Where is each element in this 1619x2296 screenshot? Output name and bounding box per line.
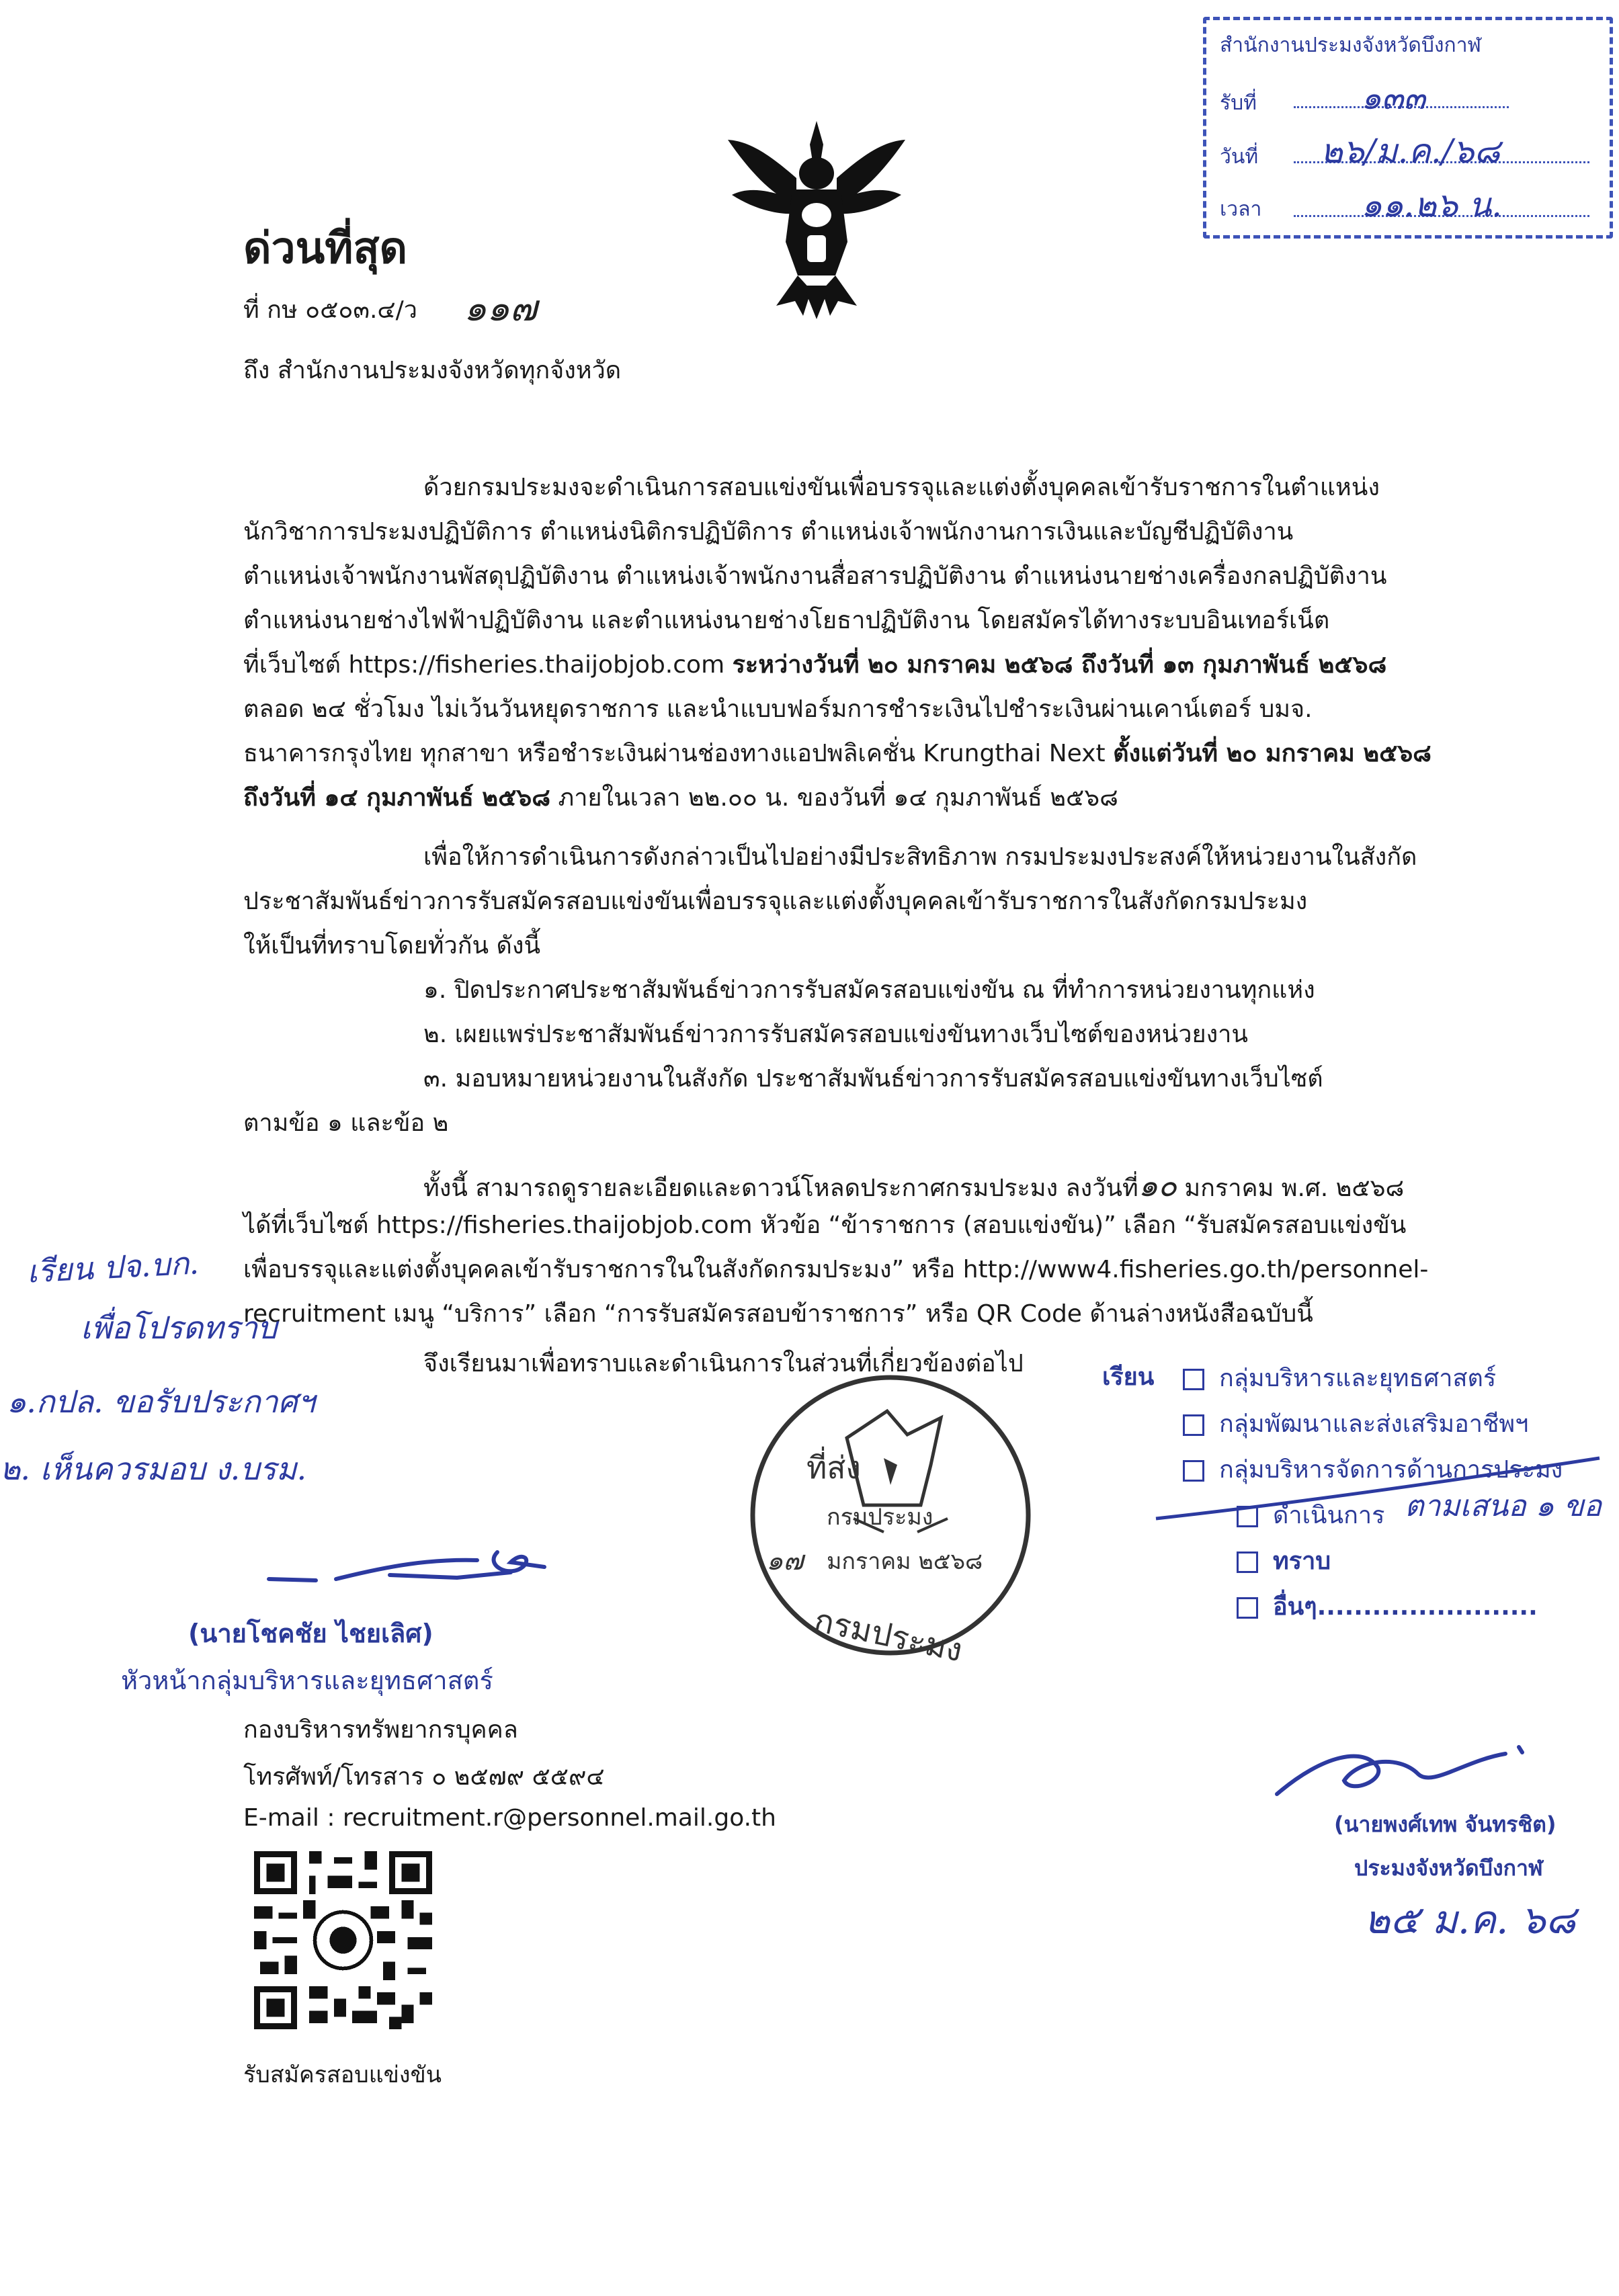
division: กองบริหารทรัพยากรบุคคล [243,1716,518,1744]
body-line: ให้เป็นที่ทราบโดยทั่วกัน ดังนี้ [243,932,541,960]
doc-number-hand: ๑๑๗ [464,287,538,329]
body-line: ตำแหน่งนายช่างไฟฟ้าปฏิบัติงาน และตำแหน่งนายช่างโยธาปฏิบัติงาน โดยสมัครได้ทางระบบอินเทอร์เน็ต [243,607,1330,634]
receipt-no-label: รับที่ [1220,91,1257,115]
receipt-date-label: วันที่ [1220,145,1259,169]
payment-period: ตั้งแต่วันที่ ๒๐ มกราคม ๒๕๖๘ [1113,740,1431,767]
receipt-time-value: ๑๑.๒๖ น. [1361,185,1503,224]
body-line [243,734,1431,772]
body-text: ทั้งนี้ สามารถดูรายละเอียดและดาวน์โหลดประกาศกรมประมง ลงวันที่ [423,1175,1138,1202]
checkbox-icon [1183,1369,1204,1390]
body-text: ที่เว็บไซต์ https://fisheries.thaijobjob.com [243,651,733,679]
receipt-date-value: ๒๖/ม.ค./๖๘ [1321,132,1500,171]
handwritten-note-line: เพื่อโปรดทราบ [81,1310,278,1346]
signature-scribble-icon [1263,1734,1546,1814]
phone: โทรศัพท์/โทรสาร ๐ ๒๕๗๙ ๕๕๙๔ [243,1763,605,1791]
addressee: ถึง สำนักงานประมงจังหวัดทุกจังหวัด [243,357,622,384]
body-line [423,1161,1404,1210]
list-item: ๒. เผยแพร่ประชาสัมพันธ์ข่าวการรับสมัครสอบแข่งขันทางเว็บไซต์ของหน่วยงาน [423,1021,1248,1048]
routing-option: ดำเนินการ [1237,1496,1384,1534]
seal-date: มกราคม ๒๕๖๘ [827,1548,983,1575]
body-line: ด้วยกรมประมงจะดำเนินการสอบแข่งขันเพื่อบรรจุและแต่งตั้งบุคคลเข้ารับราชการในตำแหน่ง [423,474,1380,501]
signer-position: หัวหน้ากลุ่มบริหารและยุทธศาสตร์ [121,1666,493,1695]
routing-option: ทราบ [1237,1541,1331,1580]
routing-label: เรียน [1102,1363,1155,1391]
list-item: ๑. ปิดประกาศประชาสัมพันธ์ข่าวการรับสมัครสอบแข่งขัน ณ ที่ทำการหน่วยงานทุกแห่ง [423,976,1315,1004]
signer-name: (นายโชคชัย ไชยเลิศ) [188,1619,433,1648]
checkbox-icon [1237,1597,1258,1619]
checkbox-icon [1237,1551,1258,1573]
doc-number: ที่ กษ ๐๕๐๓.๔/ว [243,296,417,324]
handwritten-note-line: ๑.กปล. ขอรับประกาศฯ [7,1384,315,1420]
seal-top-text: ที่ส่ง [806,1449,861,1486]
routing-hand-note: ตามเสนอ ๑ ขอ [1405,1489,1602,1523]
list-item: ๓. มอบหมายหน่วยงานในสังกัด ประชาสัมพันธ์ข่าวการรับสมัครสอบแข่งขันทางเว็บไซต์ [423,1065,1323,1093]
garuda-emblem-icon [722,114,911,323]
receipt-stamp [1203,17,1613,239]
handwritten-note-line: ๒. เห็นควรมอบ ง.บรม. [0,1451,307,1487]
body-line [243,645,1386,683]
body-line: เพื่อให้การดำเนินการดังกล่าวเป็นไปอย่างมีประสิทธิภาพ กรมประมงประสงค์ให้หน่วยงานในสังกัด [423,843,1417,871]
urgency-label: ด่วนที่สุด [243,224,408,273]
right-signer-date: ๒๕ ม.ค. ๖๘ [1364,1897,1576,1943]
receipt-time-label: เวลา [1220,198,1262,221]
hand-date: ๑๐ [1138,1167,1177,1203]
email: E-mail : recruitment.r@personnel.mail.go.th [243,1804,776,1832]
seal-dept: กรมประมง [827,1504,933,1531]
closing-line: จึงเรียนมาเพื่อทราบและดำเนินการในส่วนที่เกี่ยวข้องต่อไป [423,1350,1024,1377]
seal-day: ๑๗ [766,1545,804,1576]
right-signer-name: (นายพงศ์เทพ จันทรชิต) [1334,1812,1556,1837]
check-mark-icon [1143,1445,1613,1532]
receipt-office: สำนักงานประมงจังหวัดบึงกาฬ [1220,34,1482,57]
seal-bottom-text: กรมประมง [811,1601,966,1670]
body-text: ภายในเวลา ๒๒.๐๐ น. ของวันที่ ๑๔ กุมภาพันธ์ ๒๕๖๘ [550,784,1118,812]
body-text: มกราคม พ.ศ. ๒๕๖๘ [1176,1175,1405,1202]
body-line: ได้ที่เว็บไซต์ https://fisheries.thaijobjob.com หัวข้อ “ข้าราชการ (สอบแข่งขัน)” เลือก “รับสมัครสอบแข่งขัน [243,1211,1407,1239]
body-line [243,778,1118,816]
payment-end: ถึงวันที่ ๑๔ กุมภาพันธ์ ๒๕๖๘ [243,784,551,812]
checkbox-icon [1183,1414,1204,1436]
body-line: นักวิชาการประมงปฏิบัติการ ตำแหน่งนิติกรปฏิบัติการ ตำแหน่งเจ้าพนักงานการเงินและบัญชีปฏิบัติงาน [243,518,1294,546]
body-text: ธนาคารกรุงไทย ทุกสาขา หรือชำระเงินผ่านช่องทางแอปพลิเคชั่น Krungthai Next [243,740,1114,767]
qr-code-icon [254,1851,432,2029]
body-line: ตลอด ๒๔ ชั่วโมง ไม่เว้นวันหยุดราชการ และนำแบบฟอร์มการชำระเงินไปชำระเงินผ่านเคาน์เตอร์ บมจ. [243,695,1313,723]
right-signer-position: ประมงจังหวัดบึงกาฬ [1354,1855,1543,1881]
registration-period: ระหว่างวันที่ ๒๐ มกราคม ๒๕๖๘ ถึงวันที่ ๑๓ กุมภาพันธ์ ๒๕๖๘ [732,651,1387,679]
receipt-no-value: ๑๓๓ [1361,79,1426,117]
body-line: recruitment เมนู “บริการ” เลือก “การรับสมัครสอบข้าราชการ” หรือ QR Code ด้านล่างหนังสือฉบับนี้ [243,1300,1313,1328]
routing-option: กลุ่มบริหารจัดการด้านการประมง [1183,1450,1563,1488]
qr-caption: รับสมัครสอบแข่งขัน [243,2061,442,2088]
body-line: ตำแหน่งเจ้าพนักงานพัสดุปฏิบัติงาน ตำแหน่งเจ้าพนักงานสื่อสารปฏิบัติงาน ตำแหน่งนายช่างเครื่องกลปฏิบัติงาน [243,562,1387,590]
body-line: เพื่อบรรจุและแต่งตั้งบุคคลเข้ารับราชการในในสังกัดกรมประมง” หรือ http://www4.fisheries.go.th/personnel- [243,1256,1429,1283]
handwritten-note-line: เรียน ปจ.บก. [26,1244,200,1290]
routing-option: กลุ่มบริหารและยุทธศาสตร์ [1183,1359,1496,1397]
routing-option: อื่นๆ........................ [1237,1587,1538,1625]
signature-scribble-icon [255,1525,578,1599]
body-line: ตามข้อ ๑ และข้อ ๒ [243,1109,449,1137]
body-line: ประชาสัมพันธ์ข่าวการรับสมัครสอบแข่งขันเพื่อบรรจุและแต่งตั้งบุคคลเข้ารับราชการในสังกัดกรมประมง [243,888,1308,915]
routing-option: กลุ่มพัฒนาและส่งเสริมอาชีพฯ [1183,1404,1528,1443]
